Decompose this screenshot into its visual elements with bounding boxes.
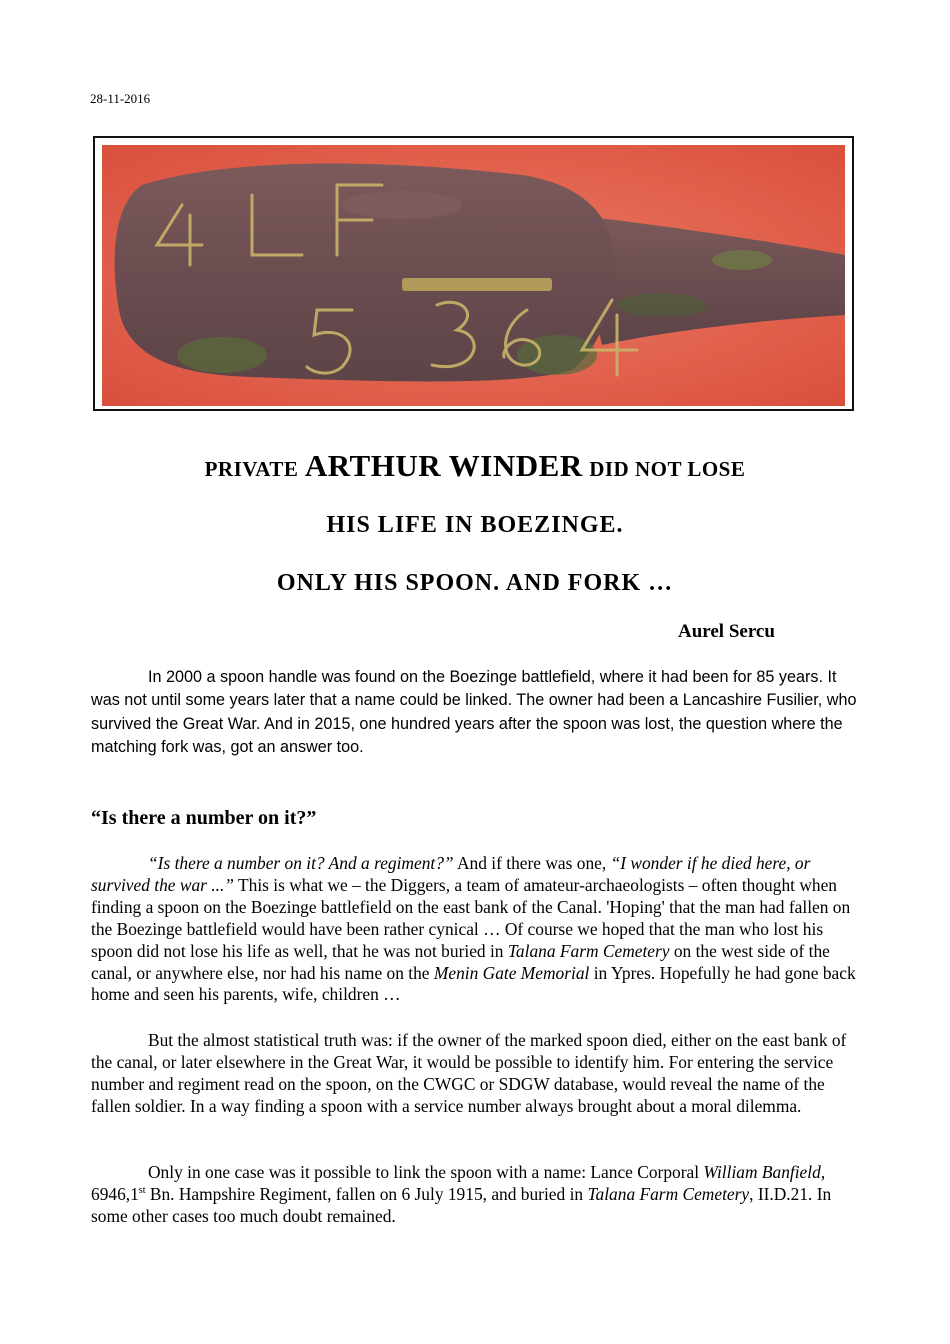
memorial-name: Menin Gate Memorial: [433, 962, 590, 983]
section-heading: “Is there a number on it?”: [91, 807, 317, 829]
p3-text-4: , II.D.21. In some other cases too much doubt remained.: [91, 1183, 832, 1226]
soldier-name: William Banfield: [703, 1162, 821, 1182]
title-line-3: ONLY HIS SPOON. AND FORK …: [276, 570, 674, 596]
paragraph-2: But the almost statistical truth was: if the owner of the marked spoon died, either on the east bank of the canal, or later elsewhere in the Great War, it would be possible to identify him. For entering the service number and regiment read on the spoon, on the CWGC or SDGW database, would reveal the name of the fallen soldier. In a way finding a spoon with a service number always brought about a moral dilemma.: [91, 1030, 847, 1116]
p3-text-3: Bn. Hampshire Regiment, fallen on 6 July 1915, and buried in: [145, 1183, 588, 1204]
cemetery-name: Talana Farm Cemetery: [507, 940, 670, 961]
spoon-photo: [93, 136, 854, 411]
p1-text-1: And if there was one,: [453, 853, 611, 873]
p1-text-4: in Ypres. Hopefully he had gone back home and seen his parents, wife, children …: [91, 962, 856, 1005]
p3-text-1: Only in one case was it possible to link the spoon with a name: Lance Corporal: [148, 1162, 704, 1182]
document-date: 28-11-2016: [90, 91, 151, 106]
title-private: PRIVATE: [204, 457, 299, 481]
abstract-paragraph: In 2000 a spoon handle was found on the Boezinge battlefield, where it had been for 85 years. It was not until some years later that a name could be linked. The owner had been a Lancashire Fusilier, who survived the Great War. And in 2015, one hundred years after the spoon was lost, the question where the matching fork was, got an answer too.: [91, 668, 857, 756]
paragraph-1: [91, 853, 861, 1006]
p1-text-3: on the west side of the canal, or anywhere else, nor had his name on the: [91, 940, 830, 983]
title-line-2: HIS LIFE IN BOEZINGE.: [326, 512, 624, 538]
title-did-not-lose: DID NOT LOSE: [589, 457, 746, 481]
p1-text-2: This is what we – the Diggers, a team of amateur-archaeologists – often thought when finding a spoon on the Boezinge battlefield on the east bank of the Canal. 'Hoping' that the man had fallen on the Boezinge battlefield would have been rather cynical … Of course we hoped that the man who lost his spoon did not lose his life as well, that he was not buried in: [91, 874, 851, 961]
title-line-1: [0, 448, 950, 484]
title-name: ARTHUR WINDER: [304, 448, 583, 483]
p3-text-2: , 6946,1: [91, 1162, 826, 1204]
quote-1: “Is there a number on it? And a regiment?”: [148, 853, 454, 873]
ordinal-suffix: st: [138, 1185, 146, 1197]
spoon-handle-image: [102, 145, 845, 406]
cemetery-name-2: Talana Farm Cemetery: [587, 1183, 750, 1204]
paragraph-3: [91, 1162, 861, 1228]
quote-2: “I wonder if he died here, or survived the war ...”: [91, 853, 811, 895]
author-name: Aurel Sercu: [678, 621, 775, 642]
